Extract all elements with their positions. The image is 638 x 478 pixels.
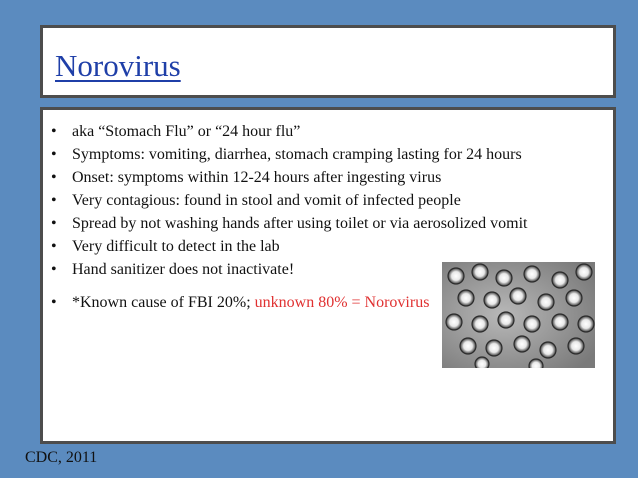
slide-title: Norovirus <box>55 48 181 83</box>
bullet-item <box>43 145 598 164</box>
bullet-text: Hand sanitizer does not inactivate! <box>72 261 295 278</box>
bullet-item <box>43 122 598 141</box>
bullet-dot: • <box>51 146 57 163</box>
bullet-dot: • <box>51 238 57 255</box>
bullet-text: Very difficult to detect in the lab <box>72 238 280 255</box>
bullet-text: Very contagious: found in stool and vomit of infected people <box>72 192 461 209</box>
bullet-dot: • <box>51 215 57 232</box>
bullet-item <box>43 168 598 187</box>
title-box <box>40 25 616 98</box>
bullet-dot: • <box>51 294 57 311</box>
content-box <box>40 107 616 444</box>
slide-left-strip <box>0 0 36 478</box>
bullet-dot: • <box>51 169 57 186</box>
bullet-dot: • <box>51 192 57 209</box>
bullet-text: Symptoms: vomiting, diarrhea, stomach cramping lasting for 24 hours <box>72 146 522 163</box>
bullet-item <box>43 214 598 233</box>
bullet-dot: • <box>51 123 57 140</box>
micrograph-svg <box>442 262 595 368</box>
norovirus-micrograph-image <box>442 262 595 368</box>
bullet-item <box>43 237 598 256</box>
bullet-text: *Known cause of FBI 20%; <box>72 294 255 311</box>
bullet-item <box>43 191 598 210</box>
highlight-text: unknown 80% = Norovirus <box>254 294 430 311</box>
bullet-text: Onset: symptoms within 12-24 hours after ingesting virus <box>72 169 442 186</box>
citation-footer: CDC, 2011 <box>25 449 98 466</box>
bullet-text: aka “Stomach Flu” or “24 hour flu” <box>72 123 301 140</box>
bullet-text: Spread by not washing hands after using toilet or via aerosolized vomit <box>72 215 528 232</box>
bullet-dot: • <box>51 261 57 278</box>
